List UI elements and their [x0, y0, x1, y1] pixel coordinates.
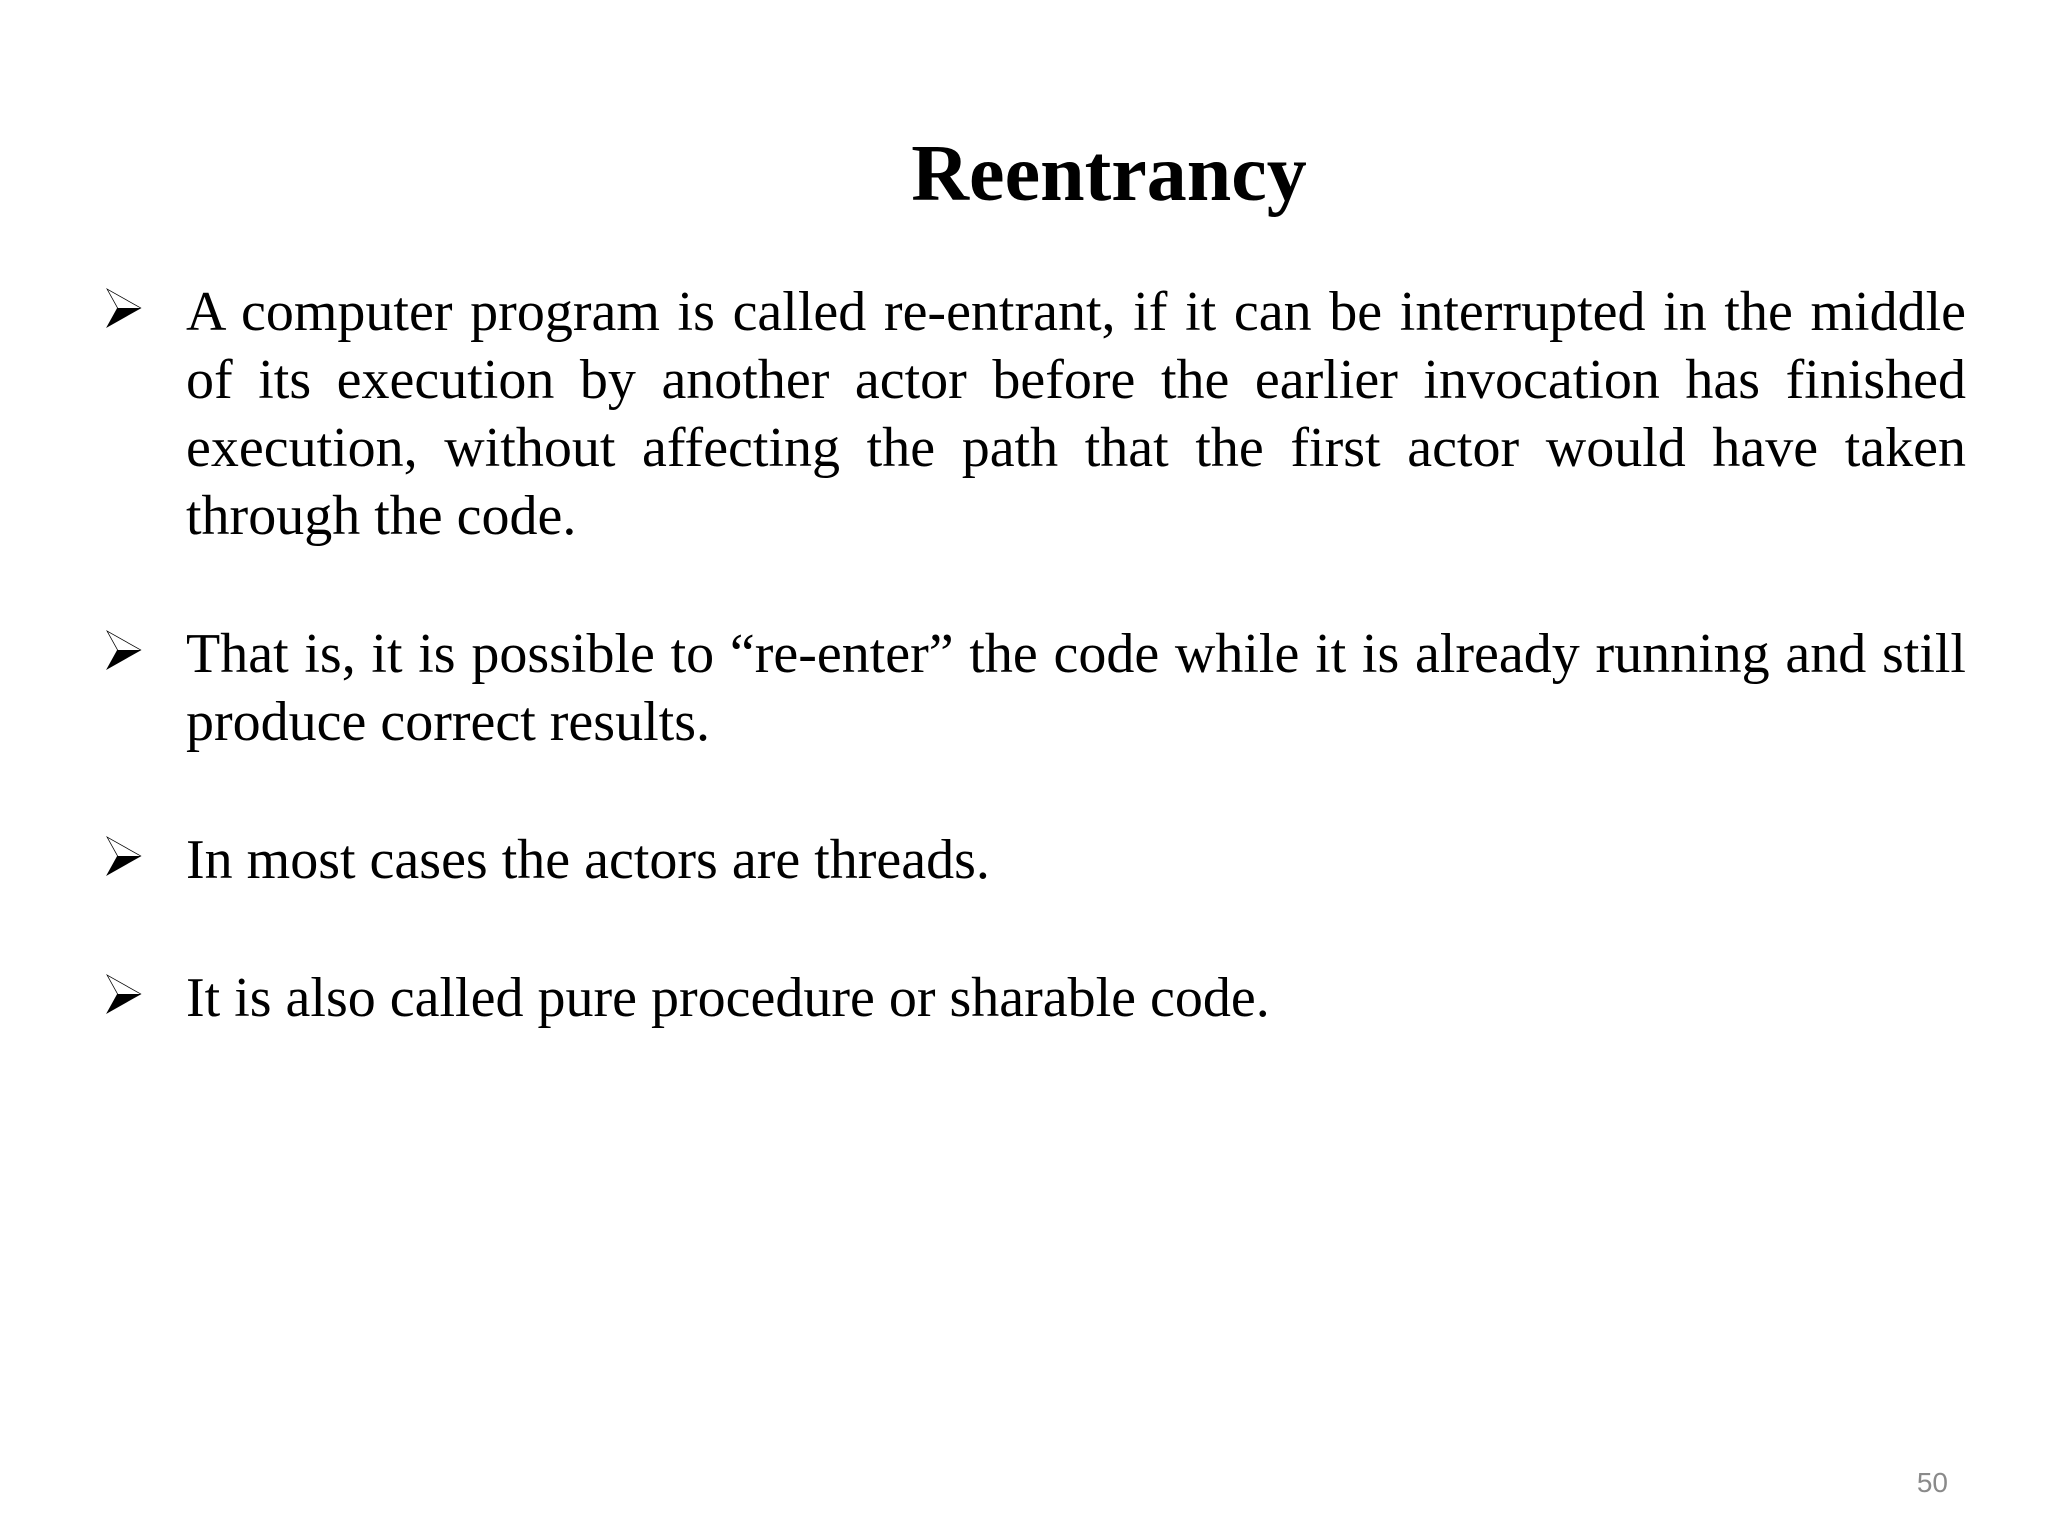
bullet-item: [106, 826, 1966, 894]
bullet-item: [106, 964, 1966, 1032]
bullet-list: [106, 278, 1966, 1032]
bullet-text: A computer program is called re-entrant, if it can be interrupted in the middle of its execution by another actor before the earlier invocation has finished execution, without affecting the path that the first actor would have taken through the code.: [186, 281, 1966, 547]
bullet-text: It is also called pure procedure or sharable code.: [186, 967, 1270, 1029]
arrowhead-bullet-icon: [106, 974, 142, 1014]
arrowhead-bullet-icon: [106, 630, 142, 670]
bullet-text: In most cases the actors are threads.: [186, 829, 990, 891]
page-number: 50: [1916, 1467, 1948, 1498]
bullet-item: [106, 278, 1966, 550]
arrowhead-bullet-icon: [106, 288, 142, 328]
bullet-text: That is, it is possible to “re-enter” the code while it is already running and still produce correct results.: [186, 623, 1966, 753]
slide-title: Reentrancy: [911, 130, 1307, 218]
arrowhead-bullet-icon: [106, 836, 142, 876]
bullet-item: [106, 620, 1966, 756]
